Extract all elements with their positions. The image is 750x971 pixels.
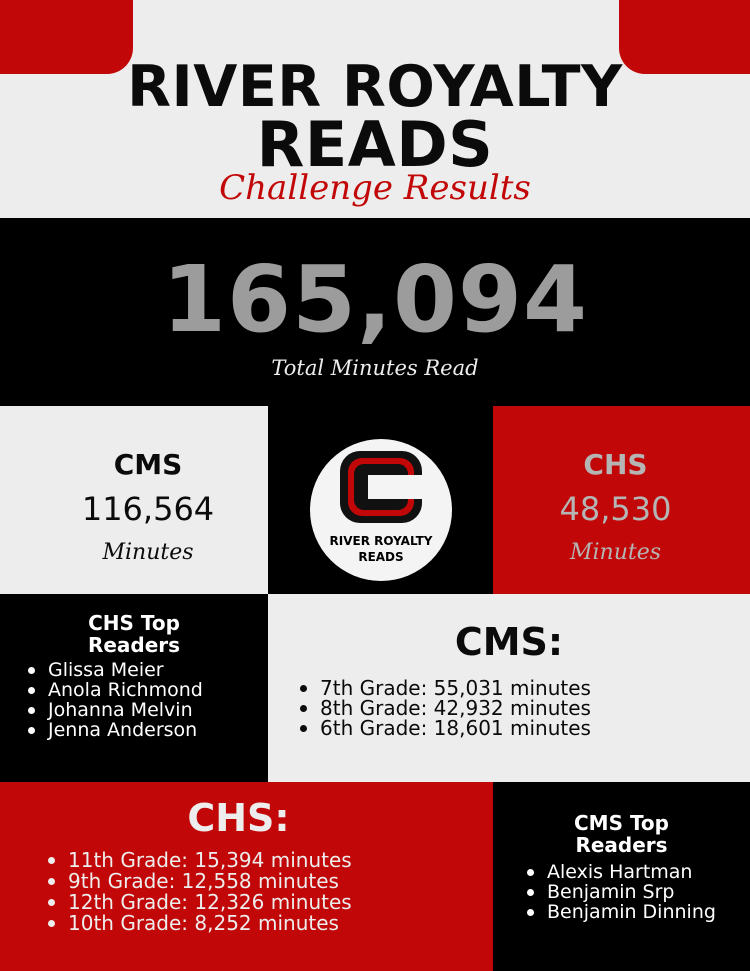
list-item: 8th Grade: 42,932 minutes <box>296 698 591 718</box>
list-item: 12th Grade: 12,326 minutes <box>44 892 352 913</box>
chs-top-readers-title-line-2: Readers <box>87 633 181 657</box>
list-item: 10th Grade: 8,252 minutes <box>44 913 352 934</box>
logo-card <box>268 406 493 594</box>
list-item: 11th Grade: 15,394 minutes <box>44 850 352 871</box>
list-item: Benjamin Dinning <box>523 902 743 922</box>
chs-grades-panel <box>0 782 493 971</box>
cms-summary-unit: Minutes <box>102 540 194 565</box>
chs-summary-minutes: 48,530 <box>559 490 672 528</box>
cms-summary-card <box>0 406 268 594</box>
cms-grades-panel <box>268 594 750 782</box>
cms-top-readers-title-line-1: CMS Top <box>574 811 669 835</box>
title-line-1: RIVER ROYALTY <box>127 54 623 120</box>
list-item: 7th Grade: 55,031 minutes <box>296 678 591 698</box>
cms-top-readers-title <box>493 812 750 856</box>
logo-text-line-1: RIVER ROYALTY <box>329 534 433 548</box>
total-minutes-label: Total Minutes Read <box>271 356 479 380</box>
list-item: 9th Grade: 12,558 minutes <box>44 871 352 892</box>
chs-top-readers-panel <box>0 594 268 782</box>
logo-text-line-2: READS <box>358 550 404 564</box>
list-item: Anola Richmond <box>24 680 203 700</box>
cms-top-readers-panel <box>493 782 750 971</box>
subtitle: Challenge Results <box>219 168 531 208</box>
list-item: Jenna Anderson <box>24 720 203 740</box>
chs-summary-school: CHS <box>583 448 648 481</box>
cms-summary-school: CMS <box>113 448 183 481</box>
list-item: Johanna Melvin <box>24 700 203 720</box>
c-logo-icon <box>334 445 428 529</box>
chs-top-readers-list <box>24 660 203 740</box>
logo-badge <box>310 439 452 581</box>
total-minutes-value: 165,094 <box>161 246 589 353</box>
list-item: Benjamin Srp <box>523 882 743 902</box>
cms-top-readers-list <box>523 862 743 922</box>
title-line-2: READS <box>256 108 494 181</box>
chs-grades-title: CHS: <box>187 796 290 840</box>
chs-summary-card <box>493 406 750 594</box>
chs-summary-unit: Minutes <box>569 540 662 565</box>
chs-top-readers-title <box>0 612 268 656</box>
cms-grades-list <box>296 678 591 738</box>
chs-grades-list <box>44 850 352 934</box>
chs-top-readers-title-line-1: CHS Top <box>88 611 180 635</box>
list-item: Alexis Hartman <box>523 862 743 882</box>
cms-grades-title: CMS: <box>454 620 564 664</box>
cms-summary-minutes: 116,564 <box>81 490 215 528</box>
cms-top-readers-title-line-2: Readers <box>575 833 668 857</box>
list-item: Glissa Meier <box>24 660 203 680</box>
list-item: 6th Grade: 18,601 minutes <box>296 718 591 738</box>
